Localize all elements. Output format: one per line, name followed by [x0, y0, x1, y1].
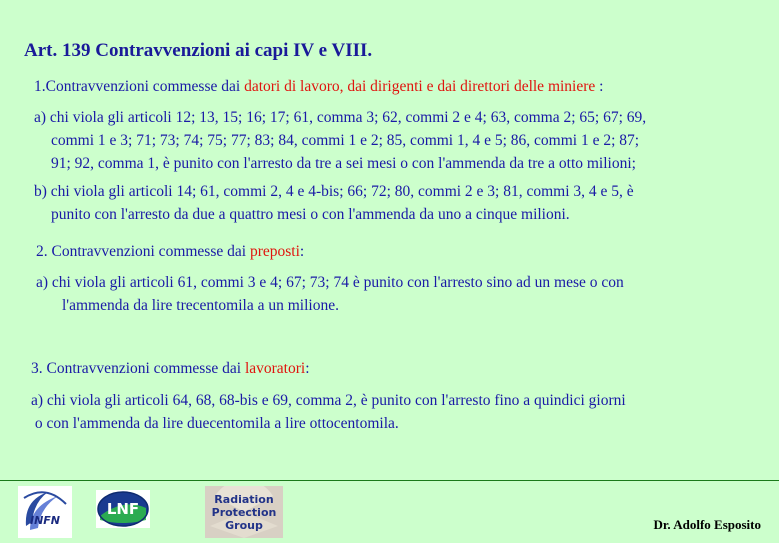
section-1-heading-prefix: 1.Contravvenzioni commesse dai [34, 78, 245, 95]
rpg-logo-line-1: Radiation [214, 493, 274, 506]
section-2-item-a-line: a) chi viola gli articoli 61, commi 3 e 4; 67; 73; 74 è punito con l'arresto sino ad un mese o con [36, 274, 624, 291]
author-name: Dr. Adolfo Esposito [653, 517, 761, 532]
radiation-protection-group-logo [205, 486, 283, 543]
lnf-logo-text: LNF [106, 500, 140, 518]
section-1-heading-suffix: : [595, 78, 604, 95]
rpg-logo-line-3: Group [225, 519, 263, 532]
section-1-heading [34, 75, 603, 98]
section-3-heading [31, 357, 310, 380]
section-1-item-a-line: commi 1 e 3; 71; 73; 74; 75; 77; 83; 84, commi 1 e 2; 85, commi 1, 4 e 5; 86, commi 1 e 2; 87; [51, 132, 640, 149]
section-1-item-b-line: b) chi viola gli articoli 14; 61, commi 2, 4 e 4-bis; 66; 72; 80, commi 2 e 3; 81, commi 3, 4 e 5, è [34, 183, 634, 200]
section-3-item-a-line: o con l'ammenda da lire duecentomila a lire ottocentomila. [31, 415, 399, 432]
footer-divider [0, 480, 779, 481]
lnf-logo [96, 490, 150, 533]
section-1-item-a-line: a) chi viola gli articoli 12; 13, 15; 16; 17; 61, comma 3; 62, commi 2 e 4; 63, comma 2; 65; 67; 69, [34, 109, 647, 126]
section-1-item-a-line: 91; 92, comma 1, è punito con l'arresto da tre a sei mesi o con l'ammenda da tre a otto milioni; [51, 155, 636, 172]
infn-logo [18, 486, 72, 543]
section-2-heading-highlight: preposti [249, 243, 300, 260]
section-2-item-a-line: l'ammenda da lire trecentomila a un milione. [62, 297, 339, 314]
rpg-logo-line-2: Protection [211, 506, 277, 519]
section-1-heading-highlight: datori di lavoro, dai dirigenti e dai direttori delle miniere [244, 78, 596, 95]
section-3-item-a [31, 389, 626, 435]
section-1-item-b [34, 180, 634, 226]
slide-title: Art. 139 Contravvenzioni ai capi IV e VIII. [24, 40, 373, 61]
section-2-heading-prefix: 2. Contravvenzioni commesse dai [36, 243, 250, 260]
infn-logo-text: INFN [29, 514, 61, 527]
section-2-heading-suffix: : [299, 243, 305, 260]
section-3-heading-highlight: lavoratori [244, 360, 306, 377]
section-1-item-b-line: punito con l'arresto da due a quattro mesi o con l'ammenda da uno a cinque milioni. [51, 206, 570, 223]
section-3-heading-suffix: : [305, 360, 310, 377]
section-3-item-a-line: a) chi viola gli articoli 64, 68, 68-bis e 69, comma 2, è punito con l'arresto fino a quindici giorni [31, 392, 626, 409]
section-1-item-a [34, 106, 646, 175]
section-2-heading [36, 240, 304, 263]
section-3-heading-prefix: 3. Contravvenzioni commesse dai [31, 360, 245, 377]
section-2-item-a [36, 271, 624, 317]
